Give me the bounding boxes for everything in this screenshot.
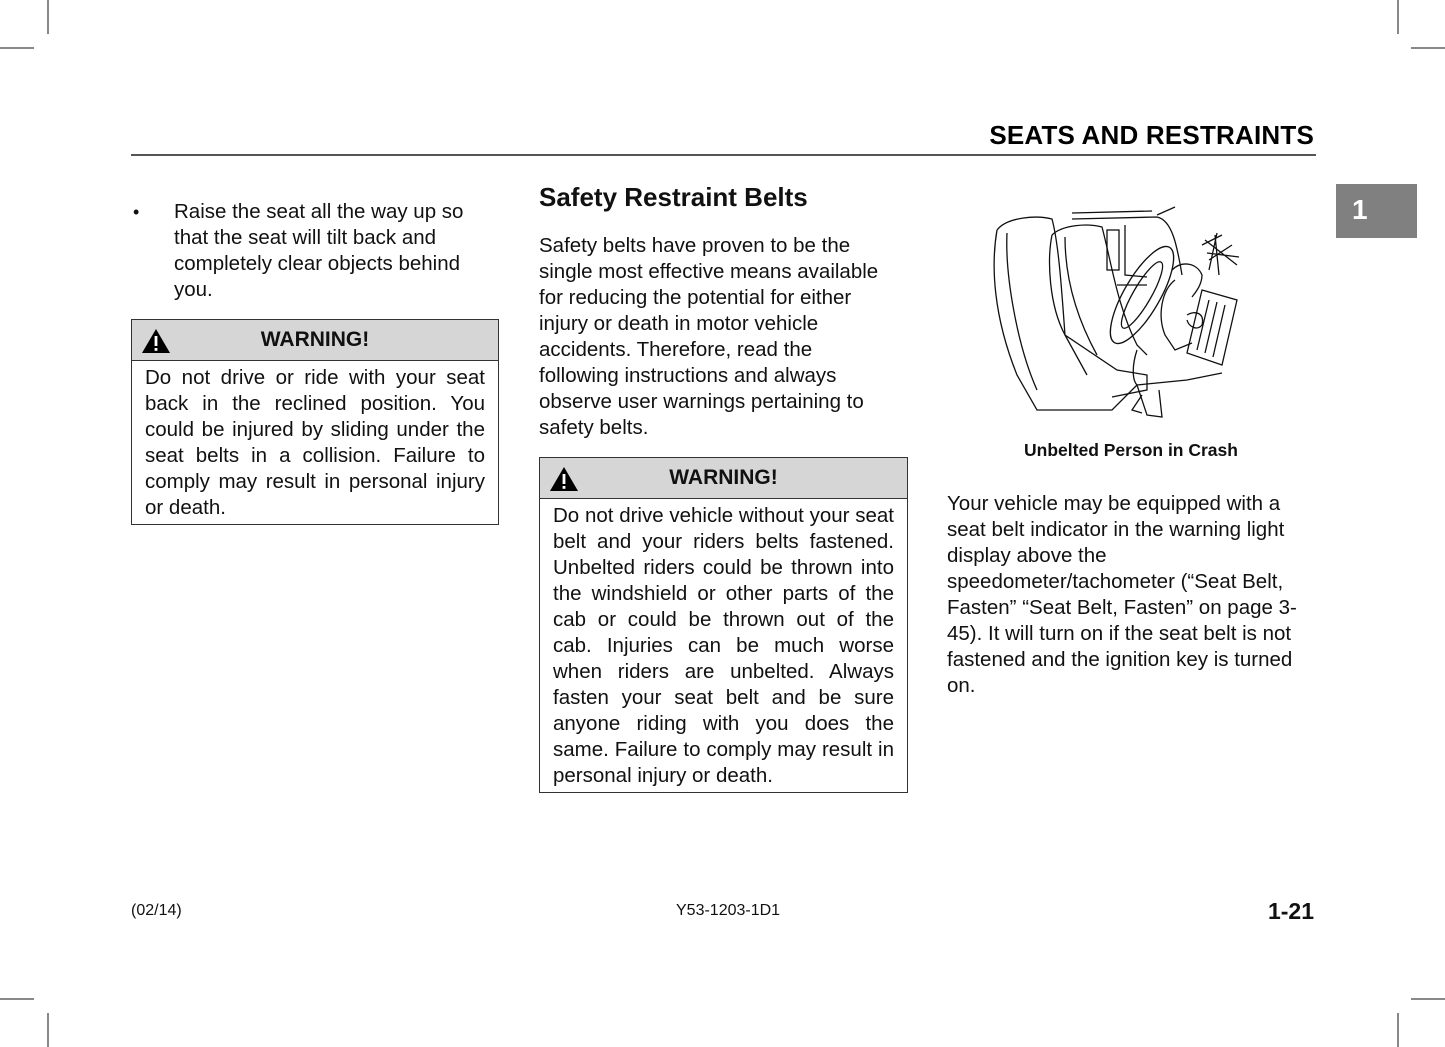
bullet-text: Raise the seat all the way up so that the seat will tilt back and completely clear objects behind you.	[174, 200, 464, 301]
crop-mark	[47, 1013, 49, 1047]
chapter-tab	[1336, 184, 1417, 238]
crop-mark	[1397, 0, 1399, 34]
warning-title: WARNING!	[669, 466, 778, 489]
section-heading: Safety Restraint Belts	[539, 182, 808, 212]
section-header-title: SEATS AND RESTRAINTS	[989, 120, 1314, 150]
crop-mark	[1411, 998, 1445, 1000]
warning-box-seatbelt	[539, 457, 908, 793]
unbelted-person-illustration	[947, 205, 1317, 425]
warning-box-recline	[131, 319, 499, 525]
bullet-item	[131, 199, 499, 303]
crop-mark	[47, 0, 49, 34]
warning-triangle-icon	[140, 327, 172, 355]
warning-title: WARNING!	[260, 328, 370, 351]
warning-triangle-icon	[548, 465, 580, 493]
column-left	[131, 199, 499, 525]
header-rule	[131, 154, 1316, 156]
warning-header	[540, 458, 907, 499]
column-middle	[539, 180, 908, 793]
warning-body: Do not drive or ride with your seat back in the reclined position. You could be injured by sliding under the seat belts in a collision. Failure to comply may result in personal injury or death.	[145, 366, 485, 519]
indicator-paragraph: Your vehicle may be equipped with a seat belt indicator in the warning light display above the speedometer/tachometer (“Seat Belt, Fasten” “Seat Belt, Fasten” on page 3-45). It will turn on if the seat belt is not fastened and the ignition key is turned on.	[947, 492, 1297, 697]
crop-mark	[1411, 47, 1445, 49]
footer-date: (02/14)	[131, 902, 182, 919]
warning-body: Do not drive vehicle without your seat belt and your riders belts fastened. Unbelted riders could be thrown into the windshield or other parts of the cab or could be thrown out of the cab. Injuries can be much worse when riders are unbelted. Always fasten your seat belt and be sure anyone riding with you does the same. Failure to comply may result in personal injury or death.	[553, 504, 894, 787]
figure-caption: Unbelted Person in Crash	[1024, 440, 1238, 460]
crop-mark	[0, 998, 34, 1000]
page-number: 1-21	[1267, 898, 1314, 924]
crop-mark	[1397, 1013, 1399, 1047]
column-right	[947, 205, 1317, 699]
warning-header	[132, 320, 498, 361]
footer-doc-code: Y53-1203-1D1	[676, 902, 781, 919]
bullet-marker: •	[133, 202, 140, 222]
intro-paragraph: Safety belts have proven to be the single most effective means available for reducing the potential for either injury or death in motor vehicle accidents. Therefore, read the following instructions and always observe user warnings pertaining to safety belts.	[539, 234, 879, 439]
crop-mark	[0, 47, 34, 49]
chapter-number: 1	[1352, 194, 1368, 225]
